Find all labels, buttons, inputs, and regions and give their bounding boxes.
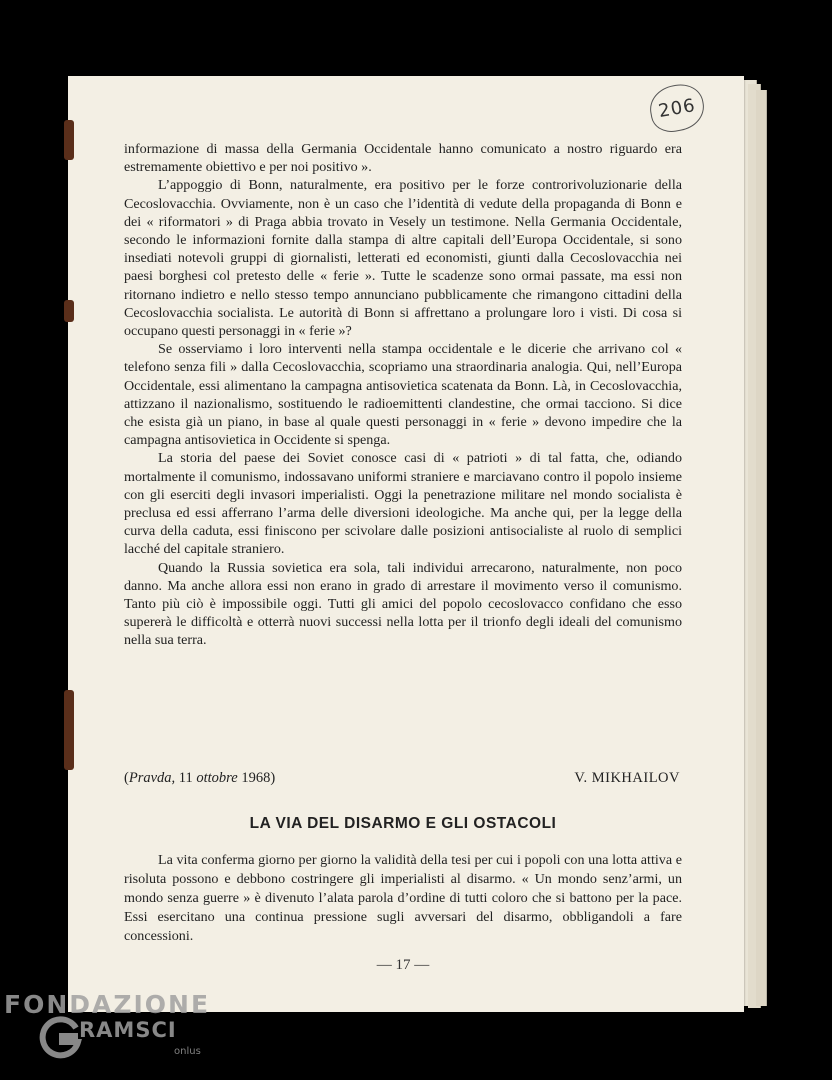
source-citation: (Pravda, 11 ottobre 1968) (124, 770, 276, 786)
paragraph: Quando la Russia sovietica era sola, tali individui arrecarono, naturalmente, non poco danno. Ma anche allora essi non erano in grado di arrestare il movimento verso il comunismo. Tanto più ciò è impossibile oggi. Tutti gli amici del popolo cecoslovacco confidano che esso supererà le difficoltà e otterrà nuovi successi nella lotta per il trionfo degli ideali del comunismo nella sua terra. (124, 559, 682, 649)
binding-tear (64, 690, 74, 770)
watermark-logo (4, 990, 214, 1075)
watermark-line1: FONDAZIONE (4, 990, 211, 1019)
binding-tear (64, 120, 74, 160)
paragraph: informazione di massa della Germania Occidentale hanno comunicato a nostro riguardo era estremamente obiettivo e per noi positivo ». (124, 141, 682, 176)
binding-tear (64, 300, 74, 322)
author-name: V. MIKHAILOV (574, 770, 680, 786)
page-number: — 17 — (376, 957, 430, 973)
watermark-sub: onlus (174, 1046, 201, 1057)
paragraph: L’appoggio di Bonn, naturalmente, era positivo per le forze controrivoluzionarie della Cecoslovacchia. Ovviamente, non è un caso che l’identità di vedute della propaganda di Bonn e dei « riformatori » di Praga abbia trovato in Vesely un testimone. Nella Germania Occidentale, secondo le informazioni fornite dalla stampa di altre capitali dell’Europa Occidentale, si sono insediati notevoli gruppi di giornalisti, letterati ed economisti, giunti dalla Cecoslovacchia nei paesi borghesi col pretesto delle « ferie ». Tutte le scadenze sono ormai passate, ma essi non ritornano indietro e nello stesso tempo annunciano pubblicamente che rimangono cittadini della Cecoslovacchia socialista. Le autorità di Bonn si affrettano a prolungare loro i visti. Di cosa si occupano questi personaggi in « ferie »? (124, 177, 682, 340)
watermark-line2: RAMSCI (79, 1018, 177, 1042)
handwritten-page-number: 206 (646, 81, 707, 136)
section-heading: LA VIA DEL DISARMO E GLI OSTACOLI (249, 815, 557, 832)
second-article-body (124, 851, 682, 946)
article-body (124, 140, 682, 650)
paragraph: Se osserviamo i loro interventi nella stampa occidentale e le dicerie che arrivano col « telefono senza fili » dalla Cecoslovacchia, scopriamo una straordinaria analogia. Qui, nell’Europa Occidentale, essi alimentano la campagna antisovietica scatenata da Bonn. Là, in Cecoslovacchia, attizzano il nazionalismo, sostituendo le radioemittenti clandestine, che ormai tacciono. Si dice che esista già un piano, in base al quale questi personaggi in « ferie » devono impedire che la campagna antisovietica in Occidente si spenga. (124, 341, 682, 449)
article-signature (124, 770, 682, 787)
paragraph: La storia del paese dei Soviet conosce casi di « patrioti » di tal fatta, che, odiando mortalmente il comunismo, indossavano uniformi straniere e marciavano contro il popolo insieme con gli eserciti degli invasori imperialisti. Oggi la penetrazione militare nel mondo socialista è preclusa ed essi afferrano l’arma delle diversioni ideologiche. Ma anche qui, per la legge della curva della caduta, essi finiscono per scivolare dalle posizioni antisocialiste al ruolo di semplici lacché del capitale straniero. (124, 450, 682, 558)
paragraph: La vita conferma giorno per giorno la validità della tesi per cui i popoli con una lotta attiva e risoluta possono e debbono costringere gli imperialisti al disarmo. « Un mondo senz’armi, un mondo senza guerre » è divenuto l’alata parola d’ordine di tutti coloro che si battono per la pace. Essi esercitano una continua pressione sugli avversari del disarmo, obbligandoli a fare concessioni. (124, 852, 682, 944)
g-logo-icon (34, 1012, 84, 1062)
page-stack-edge (756, 90, 767, 1006)
